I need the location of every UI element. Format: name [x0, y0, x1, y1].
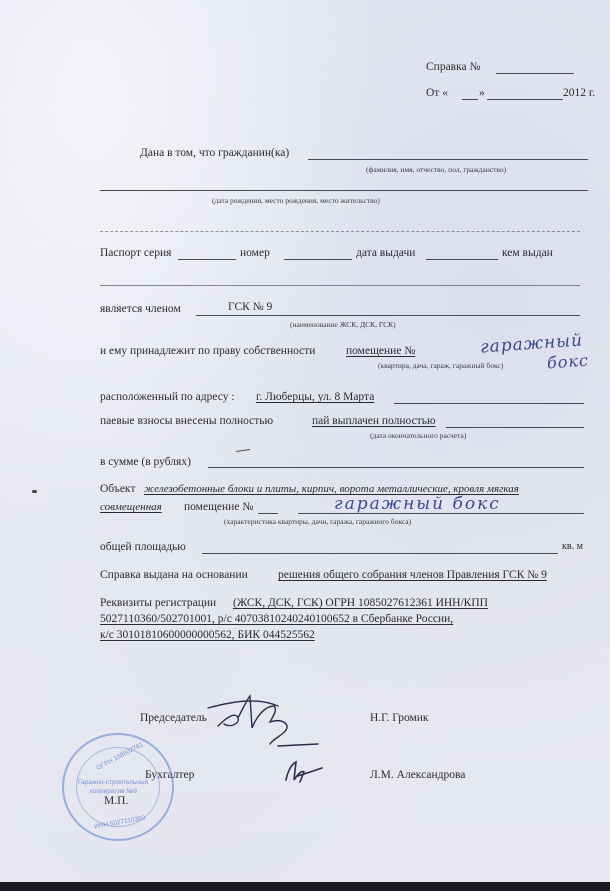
date-prefix: От «	[426, 87, 448, 99]
date-month-line	[487, 99, 563, 100]
ownership-handwritten-1: гаражный	[479, 330, 584, 358]
member-of-hint: (наименование ЖСК, ДСК, ГСК)	[290, 320, 396, 329]
share-label: паевые взносы внесены полностью	[100, 415, 274, 427]
member-of-label: является членом	[100, 303, 181, 315]
member-of-value: ГСК № 9	[228, 301, 273, 313]
area-line	[202, 553, 558, 554]
birth-hint: (дата рождения, место рождения, место жительство)	[212, 196, 380, 205]
basis-value: решения общего собрания членов Правления ГСК № 9	[278, 569, 547, 581]
address-label: расположенный по адресу :	[100, 391, 235, 403]
accountant-signature-icon	[278, 756, 338, 786]
share-line	[446, 427, 584, 428]
passport-number-line	[284, 259, 352, 260]
object-handwritten: гаражный бокс	[334, 494, 501, 514]
sum-label: в сумме (в рублях)	[100, 456, 191, 468]
scan-border	[0, 882, 610, 891]
area-label: общей площадью	[100, 541, 186, 553]
organization-stamp	[62, 733, 174, 841]
requisites-line-3: к/с 30101810600000000562, БИК 044525562	[100, 629, 315, 641]
object-label: Объект	[100, 483, 136, 495]
object-room-line	[258, 513, 278, 514]
pen-mark	[236, 449, 250, 452]
share-hint: (дата окончательного расчета)	[370, 431, 467, 440]
requisites-line-1: (ЖСК, ДСК, ГСК) ОГРН 1085027612361 ИНН/КПП	[233, 597, 488, 609]
given-to-hint: (фамилия, имя, отчество, пол, гражданство)	[366, 165, 507, 174]
issue-date-line	[426, 259, 498, 260]
certificate-number-label: Справка №	[426, 61, 481, 73]
ownership-value: помещение №	[346, 345, 416, 357]
ownership-label: и ему принадлежит по праву собственности	[100, 345, 316, 357]
given-to-label: Дана в том, что гражданин(ка)	[140, 147, 290, 159]
area-unit: кв. м	[562, 541, 583, 552]
object-room-label: помещение №	[184, 501, 254, 513]
requisites-line-2: 5027110360/502701001, р/с 40703810240240100652 в Сбербанке России,	[100, 613, 454, 625]
date-year: 2012 г.	[563, 87, 596, 99]
date-day-line	[462, 99, 478, 100]
requisites-label: Реквизиты регистрации	[100, 597, 217, 609]
share-value: пай выплачен полностью	[312, 415, 436, 427]
issued-by-line	[100, 285, 580, 286]
date-mid: »	[479, 87, 485, 99]
address-line	[394, 403, 584, 404]
address-value: г. Люберцы, ул. 8 Марта	[256, 391, 375, 403]
chairman-label: Председатель	[140, 712, 207, 724]
certificate-number-line	[496, 73, 574, 74]
passport-series-label: Паспорт серия	[100, 247, 172, 259]
stamp-top-text: ОГРН 108502761	[95, 741, 145, 772]
passport-number-label: номер	[240, 247, 270, 259]
passport-series-line	[178, 259, 236, 260]
object-value-2: совмещенная	[100, 501, 162, 513]
ownership-handwritten-2: бокс	[546, 350, 590, 373]
accountant-name: Л.М. Александрова	[370, 769, 466, 781]
member-of-line	[196, 315, 580, 316]
ownership-hint: (квартира, дача, гараж, гаражный бокс)	[378, 361, 504, 370]
object-line	[298, 513, 584, 514]
object-value-1: железобетонные блоки и плиты, кирпич, ворота металлические, кровля мягкая	[144, 483, 519, 495]
given-to-line	[308, 159, 588, 160]
issue-date-label: дата выдачи	[356, 247, 416, 259]
ink-spot	[32, 490, 37, 493]
stamp-bottom-text: ИНН 5027110360	[93, 814, 146, 831]
birth-line	[100, 190, 588, 191]
object-hint: (характеристика квартиры, дачи, гаража, гаражного бокса)	[224, 517, 412, 526]
seal-label: М.П.	[104, 795, 129, 807]
accountant-label: Бухгалтер	[145, 769, 195, 781]
chairman-name: Н.Г. Громик	[370, 712, 429, 724]
redacted-line	[100, 231, 580, 232]
issued-by-label: кем выдан	[502, 247, 553, 259]
stamp-middle-text-2: кооператив №9	[90, 788, 137, 795]
sum-line	[208, 467, 584, 468]
stamp-middle-text-1: Гаражно-строительный	[78, 779, 149, 786]
chairman-signature-icon	[178, 688, 338, 758]
basis-label: Справка выдана на основании	[100, 569, 248, 581]
